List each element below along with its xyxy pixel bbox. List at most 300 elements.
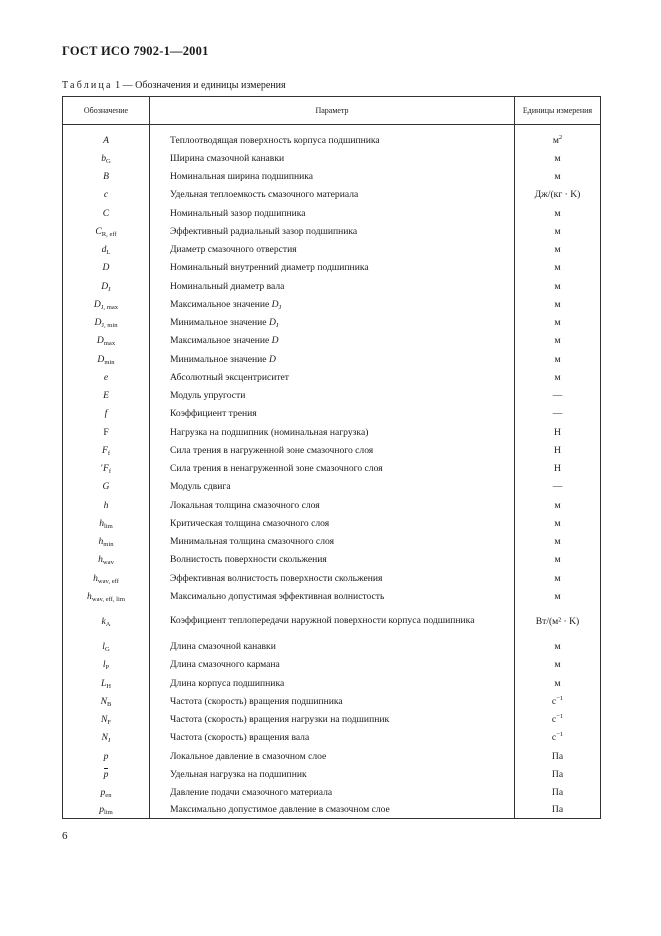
parameter-cell	[150, 747, 515, 765]
unit-superscript: 2	[558, 133, 563, 141]
table-row	[63, 656, 601, 674]
symbol-cell	[63, 222, 150, 240]
table-row	[63, 441, 601, 459]
parameter-text: Номинальный диаметр вала	[170, 280, 285, 292]
unit-superscript: −1	[556, 713, 564, 721]
unit-text: Н	[554, 444, 561, 456]
parameter-cell	[150, 314, 515, 332]
table-row	[63, 222, 601, 240]
symbol: N	[101, 732, 108, 744]
symbol: B	[103, 171, 109, 183]
symbol-subscript: B	[107, 700, 112, 708]
unit-cell	[515, 405, 601, 423]
unit-text: м	[554, 517, 561, 529]
parameter-text: Частота (скорость) вращения вала	[170, 732, 310, 744]
symbol-subscript: J, min	[101, 322, 118, 330]
unit-cell	[515, 711, 601, 729]
unit-text: м	[554, 335, 561, 347]
table-row	[63, 478, 601, 496]
unit-text: м	[554, 499, 561, 511]
symbol-subscript: en	[105, 792, 112, 800]
parameter-cell	[150, 496, 515, 514]
parameter-symbol: D	[268, 353, 276, 365]
symbol-cell	[63, 149, 150, 167]
unit-text: с	[551, 714, 557, 726]
unit-text: м	[554, 371, 561, 383]
parameter-cell	[150, 405, 515, 423]
symbol-cell	[63, 259, 150, 277]
symbol-subscript: F	[107, 719, 112, 727]
table-row	[63, 314, 601, 332]
table-row	[63, 350, 601, 368]
symbol-cell	[63, 765, 150, 783]
parameter-cell	[150, 350, 515, 368]
symbol-cell	[63, 551, 150, 569]
unit-cell	[515, 674, 601, 692]
symbol: c	[103, 189, 109, 201]
table-row	[63, 711, 601, 729]
symbol: h	[98, 536, 104, 548]
symbol-subscript: G	[106, 157, 111, 165]
symbol-cell	[63, 533, 150, 551]
unit-cell	[515, 514, 601, 532]
unit-text: Н	[554, 426, 561, 438]
unit-cell	[515, 295, 601, 313]
unit-text: м	[554, 225, 561, 237]
table-row	[63, 692, 601, 710]
parameter-text: Коэффициент трения	[170, 408, 257, 420]
table-row	[63, 606, 601, 638]
parameter-text: Длина смазочной канавки	[170, 641, 276, 653]
symbol-cell	[63, 332, 150, 350]
unit-cell	[515, 441, 601, 459]
column-header-parameter: Параметр	[150, 97, 515, 125]
symbol-cell	[63, 496, 150, 514]
symbol-subscript: f	[108, 468, 112, 476]
unit-text: —	[552, 390, 563, 402]
symbol-subscript: wav	[102, 559, 114, 567]
unit-text: Па	[551, 804, 564, 816]
unit-text: м	[554, 572, 561, 584]
symbol-subscript: lim	[104, 809, 113, 817]
parameter-cell	[150, 460, 515, 478]
symbol-cell	[63, 168, 150, 186]
symbol: l	[102, 659, 106, 671]
symbol-subscript: R, eff	[101, 230, 117, 238]
parameter-cell	[150, 295, 515, 313]
symbol-cell	[63, 747, 150, 765]
symbol-cell	[63, 674, 150, 692]
caption-text: — Обозначения и единицы измерения	[122, 80, 286, 91]
parameter-cell	[150, 587, 515, 605]
symbol: h	[103, 499, 109, 511]
parameter-cell	[150, 387, 515, 405]
unit-cell	[515, 692, 601, 710]
unit-text: м	[554, 659, 561, 671]
parameter-text: Номинальная ширина подшипника	[170, 171, 314, 183]
symbol: D	[96, 335, 104, 347]
symbol-cell	[63, 241, 150, 259]
parameter-cell	[150, 149, 515, 167]
symbol-cell	[63, 204, 150, 222]
symbol-cell	[63, 125, 150, 150]
symbol: D	[93, 298, 101, 310]
symbol-subscript: wav, eff, lim	[91, 595, 125, 603]
table-row	[63, 125, 601, 150]
parameter-text: Эффективный радиальный зазор подшипника	[170, 225, 358, 237]
symbol-subscript: wav, eff	[97, 577, 119, 585]
parameter-cell	[150, 186, 515, 204]
table-row	[63, 460, 601, 478]
parameter-symbol: D	[268, 317, 276, 329]
parameter-cell	[150, 533, 515, 551]
symbol: h	[98, 554, 103, 566]
parameter-text: Волнистость поверхности скольжения	[170, 554, 327, 566]
parameter-text: Давление подачи смазочного материала	[170, 787, 333, 799]
unit-text: с	[551, 732, 557, 744]
symbol: D	[101, 280, 109, 292]
symbol: p	[103, 768, 109, 780]
table-row	[63, 674, 601, 692]
unit-cell	[515, 747, 601, 765]
symbol-cell	[63, 387, 150, 405]
unit-text: с	[551, 695, 557, 707]
unit-text: м	[554, 554, 561, 566]
unit-cell	[515, 204, 601, 222]
table-header-row	[63, 97, 601, 125]
symbol: L	[100, 677, 107, 689]
unit-cell	[515, 241, 601, 259]
parameter-text: Номинальный зазор подшипника	[170, 207, 306, 219]
parameter-cell	[150, 765, 515, 783]
unit-text: м	[554, 298, 561, 310]
parameter-text: Модуль упругости	[170, 390, 246, 402]
parameter-cell	[150, 569, 515, 587]
parameter-cell	[150, 551, 515, 569]
unit-text: м	[554, 536, 561, 548]
symbol-cell	[63, 569, 150, 587]
symbol: e	[103, 371, 109, 383]
table-row	[63, 387, 601, 405]
symbol-cell	[63, 802, 150, 819]
parameter-text: Минимальная толщина смазочного слоя	[170, 536, 335, 548]
symbol-cell	[63, 460, 150, 478]
unit-cell	[515, 569, 601, 587]
table-row	[63, 295, 601, 313]
parameter-symbol-subscript: J	[278, 303, 282, 311]
parameter-cell	[150, 204, 515, 222]
parameter-cell	[150, 222, 515, 240]
unit-text: Н	[554, 463, 561, 475]
symbol: h	[93, 572, 98, 584]
parameter-symbol: D	[271, 335, 279, 347]
unit-cell	[515, 606, 601, 638]
parameter-cell	[150, 441, 515, 459]
caption-number: 1	[115, 80, 121, 91]
symbol-cell	[63, 405, 150, 423]
prime-mark: ′	[100, 463, 104, 475]
page-number: 6	[62, 830, 68, 842]
parameter-text: Удельная нагрузка на подшипник	[170, 768, 307, 780]
table-row	[63, 729, 601, 747]
unit-cell	[515, 478, 601, 496]
unit-cell	[515, 729, 601, 747]
symbol-cell	[63, 478, 150, 496]
symbol: p	[99, 804, 104, 816]
parameter-text: Частота (скорость) вращения нагрузки на подшипник	[170, 714, 390, 726]
symbol-subscript: min	[103, 541, 114, 549]
parameter-text: Длина корпуса подшипника	[170, 677, 285, 689]
symbol-cell	[63, 514, 150, 532]
symbol: h	[87, 590, 92, 602]
symbol-subscript: G	[104, 646, 110, 654]
symbol-cell	[63, 784, 150, 802]
table-row	[63, 149, 601, 167]
parameter-text: Абсолютный эксцентриситет	[170, 371, 289, 383]
symbol-subscript: J, max	[100, 303, 119, 311]
parameter-cell	[150, 241, 515, 259]
parameter-symbol-subscript: J	[275, 322, 279, 330]
column-header-unit: Единицы измерения	[515, 97, 601, 125]
unit-cell	[515, 368, 601, 386]
parameter-cell	[150, 784, 515, 802]
symbol: F	[101, 444, 108, 456]
unit-cell	[515, 423, 601, 441]
table-row	[63, 259, 601, 277]
symbol-cell	[63, 350, 150, 368]
parameter-text: Модуль сдвига	[170, 481, 231, 493]
parameter-text: Сила трения в ненагруженной зоне смазочного слоя	[170, 463, 383, 475]
parameter-cell	[150, 332, 515, 350]
symbol-cell	[63, 587, 150, 605]
table-row	[63, 405, 601, 423]
symbol: b	[101, 152, 107, 164]
symbol-subscript: lim	[104, 522, 113, 530]
unit-text: м	[554, 590, 561, 602]
parameter-text: Минимальное значение	[170, 353, 267, 365]
unit-cell	[515, 460, 601, 478]
parameter-text: Максимальное значение	[170, 335, 270, 347]
parameter-cell	[150, 168, 515, 186]
unit-text: Па	[551, 787, 564, 799]
symbol-cell	[63, 441, 150, 459]
table-row	[63, 638, 601, 656]
unit-cell	[515, 496, 601, 514]
caption-prefix: Таблица	[62, 80, 113, 91]
symbol: k	[101, 616, 106, 627]
symbol: f	[104, 408, 108, 420]
unit-text: м	[554, 207, 561, 219]
symbol-cell	[63, 656, 150, 674]
unit-text: —	[552, 408, 563, 420]
unit-text: м	[554, 317, 561, 329]
unit-text: м	[554, 641, 561, 653]
table-row	[63, 765, 601, 783]
symbol-subscript: H	[106, 682, 112, 690]
parameter-text: Локальная толщина смазочного слоя	[170, 499, 320, 511]
symbol-cell	[63, 711, 150, 729]
symbol-cell	[63, 729, 150, 747]
symbol-subscript: P	[105, 664, 110, 672]
parameter-cell	[150, 277, 515, 295]
unit-cell	[515, 222, 601, 240]
symbol-cell	[63, 606, 150, 638]
table-row	[63, 496, 601, 514]
parameter-cell	[150, 368, 515, 386]
parameter-text: Максимально допустимое давление в смазочном слое	[170, 804, 390, 816]
symbol-cell	[63, 277, 150, 295]
unit-cell	[515, 551, 601, 569]
parameter-cell	[150, 514, 515, 532]
unit-text: Па	[551, 768, 564, 780]
symbol: F	[103, 463, 109, 475]
parameter-text: Максимальное значение	[170, 298, 270, 310]
parameter-text: Частота (скорость) вращения подшипника	[170, 695, 343, 707]
parameter-cell	[150, 423, 515, 441]
symbol-cell	[63, 186, 150, 204]
parameter-cell	[150, 606, 515, 638]
unit-superscript: −1	[556, 731, 564, 739]
symbol: F	[103, 426, 109, 438]
symbol-subscript: J	[107, 737, 111, 745]
parameter-cell	[150, 259, 515, 277]
parameter-cell	[150, 656, 515, 674]
symbols-table	[62, 96, 601, 819]
parameter-cell	[150, 692, 515, 710]
parameter-cell	[150, 729, 515, 747]
table-row	[63, 368, 601, 386]
table-row	[63, 784, 601, 802]
parameter-text: Номинальный внутренний диаметр подшипника	[170, 262, 369, 274]
table-row	[63, 168, 601, 186]
table-row	[63, 204, 601, 222]
unit-superscript: −1	[556, 694, 564, 702]
table-row	[63, 241, 601, 259]
symbol: D	[102, 262, 110, 274]
unit-text: м	[554, 244, 561, 256]
symbol-subscript: L	[106, 249, 111, 257]
unit-cell	[515, 587, 601, 605]
unit-cell	[515, 350, 601, 368]
symbol: G	[102, 481, 110, 493]
table-row	[63, 802, 601, 819]
table-row	[63, 533, 601, 551]
table-row	[63, 551, 601, 569]
table-row	[63, 569, 601, 587]
unit-text: м	[554, 280, 561, 292]
unit-cell	[515, 765, 601, 783]
unit-cell	[515, 314, 601, 332]
symbol-subscript: min	[104, 358, 115, 366]
parameter-cell	[150, 674, 515, 692]
symbol: C	[102, 207, 110, 219]
symbol-subscript: max	[103, 340, 116, 348]
unit-cell	[515, 277, 601, 295]
symbol-cell	[63, 368, 150, 386]
symbol-subscript: A	[105, 621, 111, 628]
unit-text: Вт/(м² · K)	[535, 616, 580, 627]
unit-cell	[515, 533, 601, 551]
column-header-symbol: Обозначение	[63, 97, 150, 125]
parameter-text: Диаметр смазочного отверстия	[170, 244, 297, 256]
parameter-text: Критическая толщина смазочного слоя	[170, 517, 330, 529]
unit-cell	[515, 802, 601, 819]
symbol-subscript: f	[107, 449, 111, 457]
unit-cell	[515, 168, 601, 186]
table-row	[63, 514, 601, 532]
unit-cell	[515, 387, 601, 405]
table-body	[63, 125, 601, 819]
unit-text: м	[554, 677, 561, 689]
symbol: D	[97, 353, 105, 365]
unit-cell	[515, 656, 601, 674]
symbol: A	[103, 134, 109, 146]
table-caption	[62, 80, 286, 91]
parameter-text: Коэффициент теплопередачи наружной поверхности корпуса подшипника	[170, 615, 475, 627]
parameter-text: Минимальное значение	[170, 317, 267, 329]
symbol: N	[100, 714, 108, 726]
symbol: D	[94, 317, 102, 329]
symbol: h	[99, 517, 104, 529]
parameter-cell	[150, 711, 515, 729]
unit-text: м	[554, 152, 561, 164]
parameter-text: Удельная теплоемкость смазочного материала	[170, 189, 359, 201]
symbol: p	[100, 787, 106, 799]
parameter-text: Ширина смазочной канавки	[170, 152, 285, 164]
table-row	[63, 423, 601, 441]
symbol: d	[101, 244, 107, 256]
unit-cell	[515, 784, 601, 802]
parameter-text: Длина смазочного кармана	[170, 659, 280, 671]
unit-cell	[515, 149, 601, 167]
parameter-cell	[150, 638, 515, 656]
symbol-subscript: J	[108, 285, 111, 293]
parameter-text: Эффективная волнистость поверхности скольжения	[170, 572, 383, 584]
table-row	[63, 332, 601, 350]
unit-text: м	[554, 262, 561, 274]
unit-text: Дж/(кг · K)	[534, 189, 581, 201]
symbol-cell	[63, 692, 150, 710]
symbol-cell	[63, 295, 150, 313]
unit-text: м	[554, 171, 561, 183]
unit-cell	[515, 259, 601, 277]
symbol: p	[103, 750, 109, 762]
symbol: l	[102, 641, 105, 653]
parameter-cell	[150, 478, 515, 496]
unit-text: —	[552, 481, 563, 493]
unit-cell	[515, 125, 601, 150]
parameter-text: Сила трения в нагруженной зоне смазочного слоя	[170, 444, 374, 456]
symbol-cell	[63, 423, 150, 441]
symbol: N	[100, 695, 107, 707]
parameter-text: Теплоотводящая поверхность корпуса подшипника	[170, 134, 380, 146]
unit-text: м	[554, 353, 561, 365]
unit-text: м	[552, 134, 559, 146]
unit-cell	[515, 332, 601, 350]
table-row	[63, 186, 601, 204]
unit-cell	[515, 638, 601, 656]
symbol: E	[103, 390, 109, 402]
symbol-cell	[63, 638, 150, 656]
parameter-symbol: D	[271, 298, 279, 310]
unit-text: Па	[551, 750, 564, 762]
table-row	[63, 587, 601, 605]
parameter-text: Максимально допустимая эффективная волнистость	[170, 590, 385, 602]
document-header: ГОСТ ИСО 7902-1—2001	[62, 44, 209, 58]
symbol: C	[95, 225, 102, 237]
parameter-cell	[150, 802, 515, 819]
table-row	[63, 747, 601, 765]
